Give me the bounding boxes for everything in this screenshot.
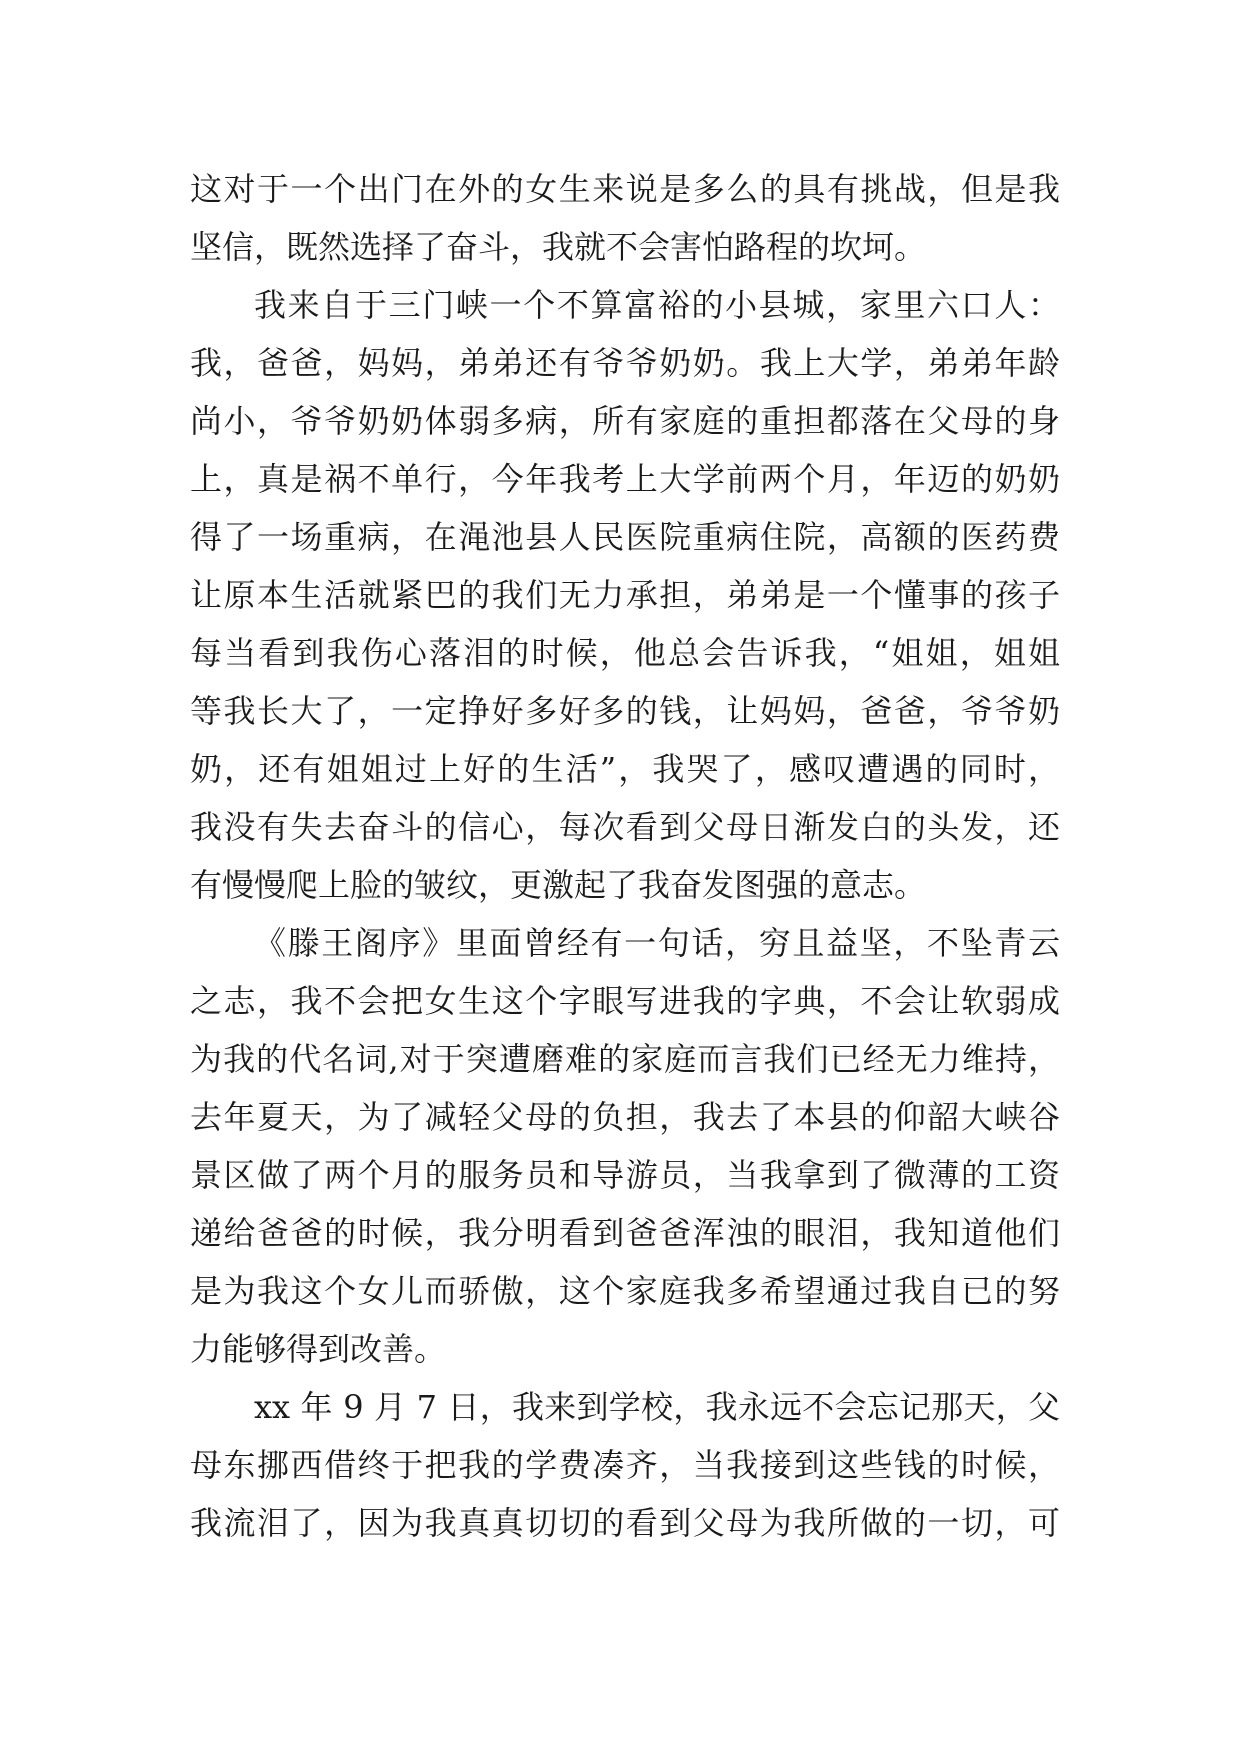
text-line: 力能够得到改善。: [190, 1330, 447, 1368]
text-line: 递给爸爸的时候，我分明看到爸爸浑浊的眼泪，我知道他们: [190, 1214, 1060, 1252]
text-line: xx 年 9 月 7 日，我来到学校，我永远不会忘记那天，父: [254, 1388, 1060, 1426]
paragraph-3: [190, 914, 1060, 1378]
paragraph-4: [190, 1378, 1060, 1552]
text-line: 《滕王阁序》里面曾经有一句话，穷且益坚，不坠青云: [254, 924, 1060, 962]
text-line: 去年夏天，为了减轻父母的负担，我去了本县的仰韶大峡谷: [190, 1098, 1060, 1136]
text-line: 尚小，爷爷奶奶体弱多病，所有家庭的重担都落在父母的身: [190, 402, 1060, 440]
text-line: 这对于一个出门在外的女生来说是多么的具有挑战，但是我: [190, 170, 1060, 208]
text-line: 我没有失去奋斗的信心，每次看到父母日渐发白的头发，还: [190, 808, 1060, 846]
text-line: 为我的代名词,对于突遭磨难的家庭而言我们已经无力维持，: [190, 1040, 1060, 1078]
paragraph-2: [190, 276, 1060, 914]
text-line: 我，爸爸，妈妈，弟弟还有爷爷奶奶。我上大学，弟弟年龄: [190, 344, 1060, 382]
text-line: 每当看到我伤心落泪的时候，他总会告诉我，“姐姐，姐姐: [190, 634, 1060, 672]
text-line: 母东挪西借终于把我的学费凑齐，当我接到这些钱的时候，: [190, 1446, 1060, 1484]
text-line: 是为我这个女儿而骄傲，这个家庭我多希望通过我自已的努: [190, 1272, 1060, 1310]
text-line: 奶，还有姐姐过上好的生活”，我哭了，感叹遭遇的同时，: [190, 750, 1060, 788]
text-line: 景区做了两个月的服务员和导游员，当我拿到了微薄的工资: [190, 1156, 1060, 1194]
text-line: 有慢慢爬上脸的皱纹，更激起了我奋发图强的意志。: [190, 866, 927, 904]
text-line: 让原本生活就紧巴的我们无力承担，弟弟是一个懂事的孩子: [190, 576, 1060, 614]
text-line: 等我长大了，一定挣好多好多的钱，让妈妈，爸爸，爷爷奶: [190, 692, 1060, 730]
text-line: 之志，我不会把女生这个字眼写进我的字典，不会让软弱成: [190, 982, 1060, 1020]
text-line: 上，真是祸不单行，今年我考上大学前两个月，年迈的奶奶: [190, 460, 1060, 498]
body-text: [190, 160, 1060, 1552]
text-line: 得了一场重病，在渑池县人民医院重病住院，高额的医药费: [190, 518, 1060, 556]
paragraph-1: [190, 160, 1060, 276]
text-line: 我来自于三门峡一个不算富裕的小县城，家里六口人：: [254, 286, 1060, 324]
text-line: 我流泪了，因为我真真切切的看到父母为我所做的一切，可: [190, 1504, 1060, 1542]
text-line: 坚信，既然选择了奋斗，我就不会害怕路程的坎坷。: [190, 228, 927, 266]
